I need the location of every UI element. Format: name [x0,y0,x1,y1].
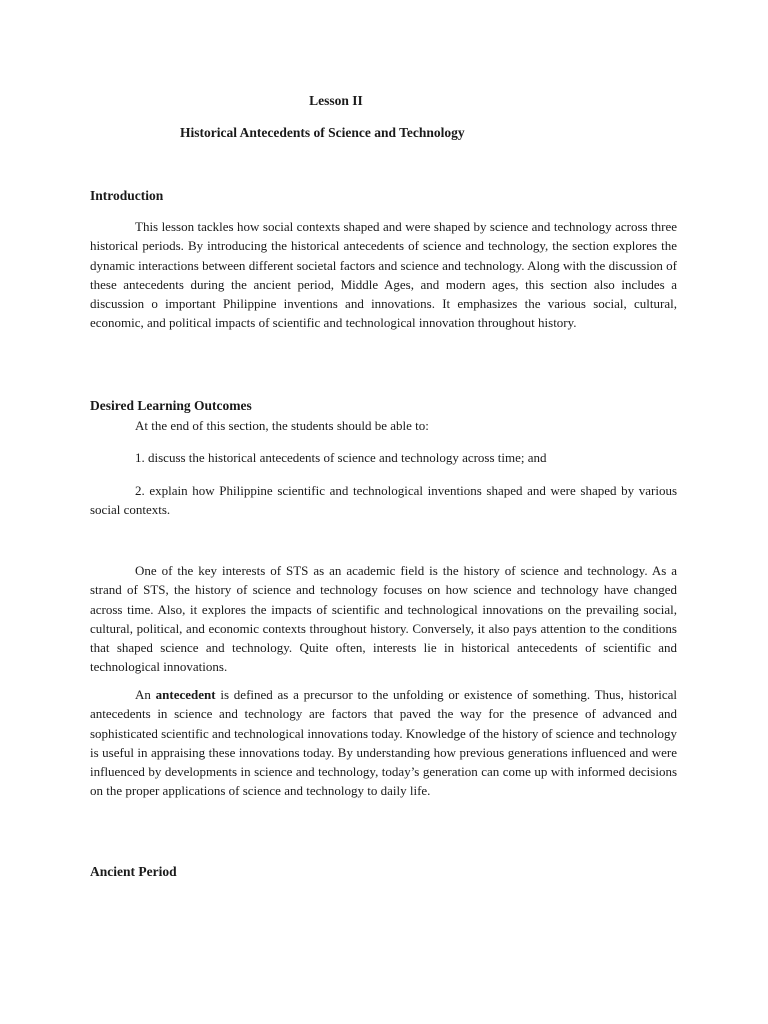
ancient-period-heading: Ancient Period [90,864,177,879]
outcomes-intro: At the end of this section, the students should be able to: [135,418,429,433]
outcome-item-1: 1. discuss the historical antecedents of science and technology across time; and [135,450,547,465]
antecedent-paragraph [90,685,677,801]
introduction-heading: Introduction [90,188,164,203]
antecedent-rest: is defined as a precursor to the unfolding or existence of something. Thus, historical antecedents in science and technology are factors that paved the way for the presence of advanced and sophisticated scientific and technological innovations today. Knowledge of the history of science and technology is useful in appraising these innovations today. By understanding how previous generations influenced and were influenced by developments in science and technology, today’s generation can come up with informed decisions on the proper applications of science and technology to daily life. [90,687,677,799]
antecedent-lead: An [135,687,151,702]
sts-history-paragraph [90,561,677,677]
introduction-paragraph [90,217,677,333]
introduction-text: This lesson tackles how social contexts shaped and were shaped by science and technology across three historical periods. By introducing the historical antecedents of science and technology, the section explores the dynamic interactions between different societal factors and science and technology. Along with the discussion of these antecedents during the ancient period, Middle Ages, and modern ages, this section also includes a discussion o important Philippine inventions and innovations. It emphasizes the various social, cultural, economic, and political impacts of scientific and technological innovation throughout history. [90,219,677,331]
sts-history-text: One of the key interests of STS as an academic field is the history of science and technology. As a strand of STS, the history of science and technology focuses on how science and technology have changed across time. Also, it explores the impacts of scientific and technological innovations on the prevailing social, cultural, political, and economic contexts throughout history. Conversely, it also pays attention to the conditions that shaped science and technology. Quite often, interests lie in historical antecedents of scientific and technological innovations. [90,563,677,675]
antecedent-term: antecedent [155,687,216,702]
lesson-title: Historical Antecedents of Science and Technology [180,125,465,140]
outcomes-heading: Desired Learning Outcomes [90,398,252,413]
antecedent-text [90,685,677,801]
outcome-item-2: 2. explain how Philippine scientific and technological inventions shaped and were shaped by various social contexts. [90,483,677,517]
lesson-label: Lesson II [309,93,363,108]
